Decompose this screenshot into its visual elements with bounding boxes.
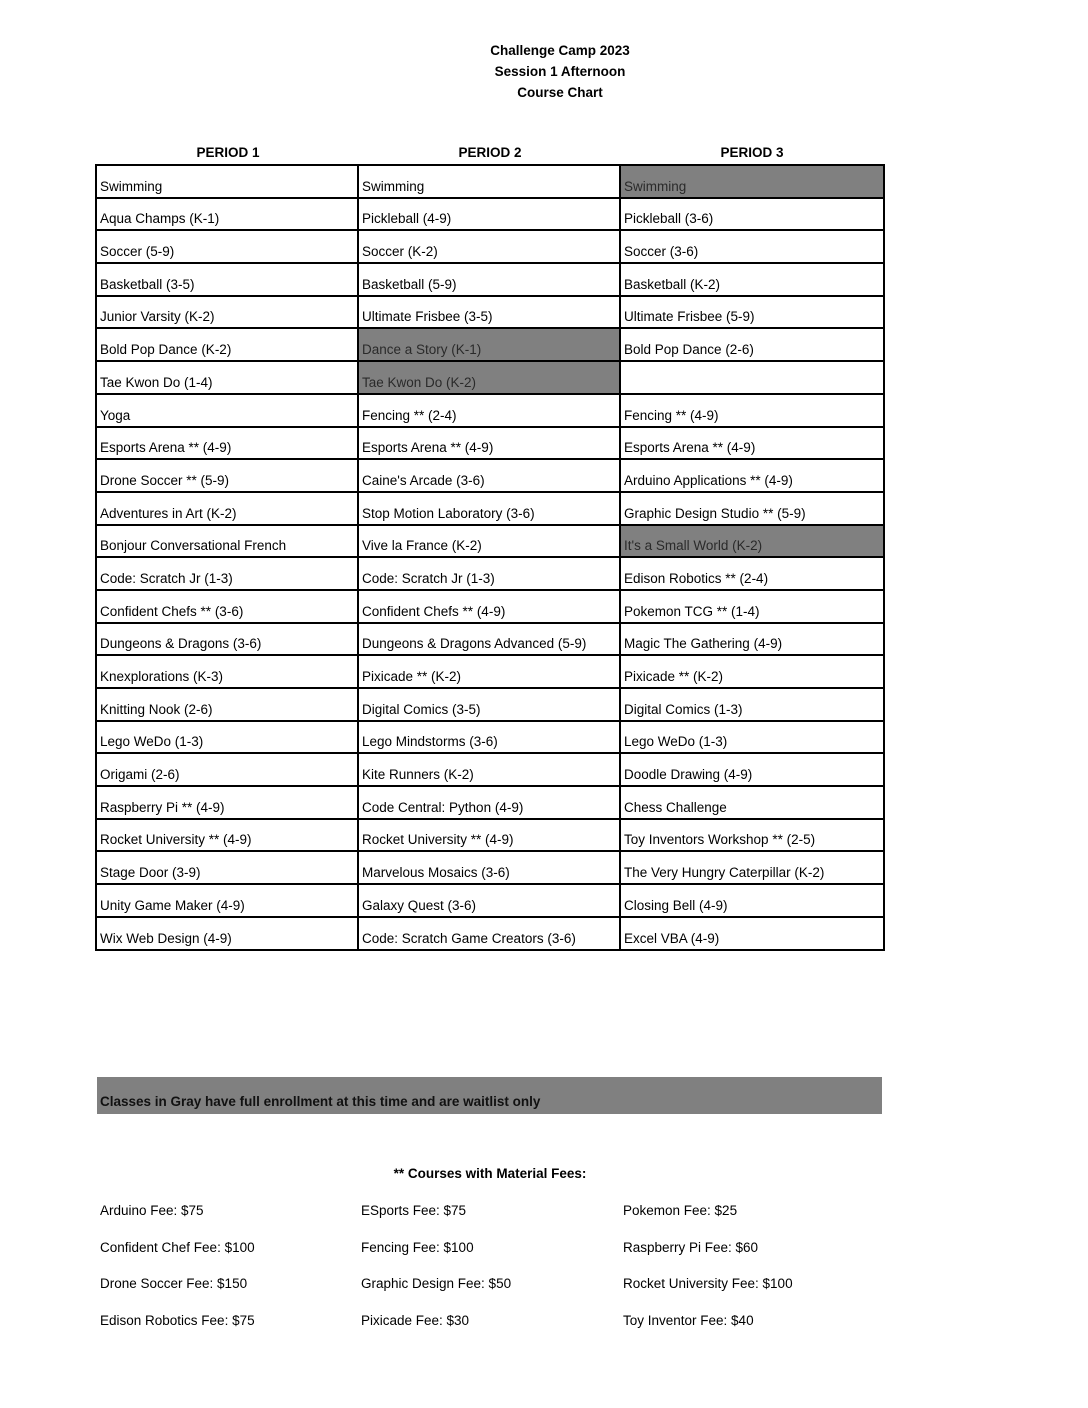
course-cell-period-3: Toy Inventors Workshop ** (2-5): [620, 819, 884, 852]
course-row: [96, 884, 884, 917]
course-row: [96, 263, 884, 296]
course-row: [96, 721, 884, 754]
course-cell-period-2: Rocket University ** (4-9): [358, 819, 620, 852]
course-cell-period-2: Galaxy Quest (3-6): [358, 884, 620, 917]
material-fee-item: Raspberry Pi Fee: $60: [623, 1239, 759, 1255]
waitlist-legend: Classes in Gray have full enrollment at this time and are waitlist only: [97, 1077, 882, 1114]
course-cell-period-1: Basketball (3-5): [96, 263, 358, 296]
material-fee-item: Rocket University Fee: $100: [623, 1276, 793, 1292]
course-row: [96, 296, 884, 329]
course-cell-period-1: Wix Web Design (4-9): [96, 917, 358, 950]
material-fee-item: Toy Inventor Fee: $40: [623, 1313, 754, 1329]
material-fee-item: Graphic Design Fee: $50: [361, 1276, 512, 1292]
course-row: [96, 655, 884, 688]
material-fee-item: Fencing Fee: $100: [361, 1239, 474, 1255]
course-cell-period-2: Pickleball (4-9): [358, 198, 620, 231]
course-chart-table: [95, 164, 885, 951]
course-row: [96, 851, 884, 884]
course-cell-period-3: Graphic Design Studio ** (5-9): [620, 492, 884, 525]
camp-title: Challenge Camp 2023: [490, 43, 630, 58]
course-cell-period-3: Digital Comics (1-3): [620, 688, 884, 721]
course-cell-period-1: Rocket University ** (4-9): [96, 819, 358, 852]
material-fee-item: Confident Chef Fee: $100: [100, 1239, 255, 1255]
course-cell-period-2: Fencing ** (2-4): [358, 394, 620, 427]
course-cell-period-1: Yoga: [96, 394, 358, 427]
course-cell-period-1: Knexplorations (K-3): [96, 655, 358, 688]
course-cell-period-2: Marvelous Mosaics (3-6): [358, 851, 620, 884]
course-row: [96, 198, 884, 231]
course-row: [96, 557, 884, 590]
course-cell-period-3: Pixicade ** (K-2): [620, 655, 884, 688]
material-fee-item: Pokemon Fee: $25: [623, 1203, 738, 1218]
course-cell-period-1: Tae Kwon Do (1-4): [96, 361, 358, 394]
course-cell-period-1: Origami (2-6): [96, 753, 358, 786]
course-cell-period-3: Closing Bell (4-9): [620, 884, 884, 917]
course-cell-period-3: Swimming: [620, 165, 884, 198]
course-cell-period-2: Stop Motion Laboratory (3-6): [358, 492, 620, 525]
material-fee-item: Drone Soccer Fee: $150: [100, 1276, 248, 1292]
course-cell-period-1: Junior Varsity (K-2): [96, 296, 358, 329]
course-cell-period-2: Tae Kwon Do (K-2): [358, 361, 620, 394]
course-cell-period-3: It's a Small World (K-2): [620, 525, 884, 558]
document-title-block: [0, 40, 1088, 103]
period-3-header: PERIOD 3: [720, 145, 784, 160]
course-cell-period-2: Basketball (5-9): [358, 263, 620, 296]
course-cell-period-2: Dance a Story (K-1): [358, 328, 620, 361]
course-cell-period-3: Fencing ** (4-9): [620, 394, 884, 427]
course-cell-period-1: Adventures in Art (K-2): [96, 492, 358, 525]
course-cell-period-2: Code: Scratch Game Creators (3-6): [358, 917, 620, 950]
course-cell-period-1: Esports Arena ** (4-9): [96, 427, 358, 460]
course-cell-period-3: Pokemon TCG ** (1-4): [620, 590, 884, 623]
course-cell-period-3: Ultimate Frisbee (5-9): [620, 296, 884, 329]
course-cell-period-2: Swimming: [358, 165, 620, 198]
material-fee-item: ESports Fee: $75: [361, 1203, 467, 1218]
course-cell-period-1: Code: Scratch Jr (1-3): [96, 557, 358, 590]
course-cell-period-1: Raspberry Pi ** (4-9): [96, 786, 358, 819]
course-cell-period-2: Vive la France (K-2): [358, 525, 620, 558]
course-cell-period-1: Dungeons & Dragons (3-6): [96, 623, 358, 656]
material-fees-title: ** Courses with Material Fees:: [393, 1166, 587, 1181]
course-cell-period-1: Drone Soccer ** (5-9): [96, 459, 358, 492]
course-cell-period-2: Soccer (K-2): [358, 230, 620, 263]
course-row: [96, 623, 884, 656]
course-row: [96, 819, 884, 852]
course-row: [96, 394, 884, 427]
course-cell-period-3: Arduino Applications ** (4-9): [620, 459, 884, 492]
course-cell-period-3: Chess Challenge: [620, 786, 884, 819]
course-cell-period-1: Aqua Champs (K-1): [96, 198, 358, 231]
period-1-header: PERIOD 1: [196, 145, 260, 160]
course-cell-period-2: Ultimate Frisbee (3-5): [358, 296, 620, 329]
course-cell-period-1: Lego WeDo (1-3): [96, 721, 358, 754]
course-row: [96, 688, 884, 721]
course-cell-period-2: Kite Runners (K-2): [358, 753, 620, 786]
course-cell-period-2: Digital Comics (3-5): [358, 688, 620, 721]
course-row: [96, 427, 884, 460]
course-cell-period-3: The Very Hungry Caterpillar (K-2): [620, 851, 884, 884]
course-cell-period-2: Code Central: Python (4-9): [358, 786, 620, 819]
course-cell-period-1: Bonjour Conversational French: [96, 525, 358, 558]
course-cell-period-1: Unity Game Maker (4-9): [96, 884, 358, 917]
course-row: [96, 917, 884, 950]
course-row: [96, 590, 884, 623]
course-cell-period-3: Edison Robotics ** (2-4): [620, 557, 884, 590]
session-title: Session 1 Afternoon: [494, 64, 626, 79]
material-fee-item: Pixicade Fee: $30: [361, 1313, 470, 1329]
chart-title: Course Chart: [517, 85, 603, 100]
course-row: [96, 165, 884, 198]
course-cell-period-3: Lego WeDo (1-3): [620, 721, 884, 754]
course-cell-period-3: Magic The Gathering (4-9): [620, 623, 884, 656]
course-cell-period-1: Bold Pop Dance (K-2): [96, 328, 358, 361]
course-row: [96, 492, 884, 525]
course-cell-period-3: Soccer (3-6): [620, 230, 884, 263]
course-cell-period-2: Dungeons & Dragons Advanced (5-9): [358, 623, 620, 656]
course-row: [96, 459, 884, 492]
course-row: [96, 786, 884, 819]
course-cell-period-1: Swimming: [96, 165, 358, 198]
period-2-header: PERIOD 2: [458, 145, 522, 160]
material-fee-item: Edison Robotics Fee: $75: [100, 1313, 255, 1329]
material-fee-item: Arduino Fee: $75: [100, 1203, 204, 1218]
course-cell-period-3: Esports Arena ** (4-9): [620, 427, 884, 460]
course-cell-period-3: [620, 361, 884, 394]
course-row: [96, 753, 884, 786]
course-cell-period-3: Basketball (K-2): [620, 263, 884, 296]
course-cell-period-1: Confident Chefs ** (3-6): [96, 590, 358, 623]
course-cell-period-1: Soccer (5-9): [96, 230, 358, 263]
course-cell-period-1: Stage Door (3-9): [96, 851, 358, 884]
course-cell-period-2: Confident Chefs ** (4-9): [358, 590, 620, 623]
course-row: [96, 328, 884, 361]
course-cell-period-2: Lego Mindstorms (3-6): [358, 721, 620, 754]
course-cell-period-2: Caine's Arcade (3-6): [358, 459, 620, 492]
period-headers: [97, 145, 883, 160]
course-cell-period-3: Bold Pop Dance (2-6): [620, 328, 884, 361]
course-row: [96, 230, 884, 263]
course-cell-period-2: Pixicade ** (K-2): [358, 655, 620, 688]
course-cell-period-1: Knitting Nook (2-6): [96, 688, 358, 721]
course-cell-period-3: Pickleball (3-6): [620, 198, 884, 231]
course-cell-period-3: Excel VBA (4-9): [620, 917, 884, 950]
course-cell-period-3: Doodle Drawing (4-9): [620, 753, 884, 786]
course-cell-period-2: Esports Arena ** (4-9): [358, 427, 620, 460]
course-cell-period-2: Code: Scratch Jr (1-3): [358, 557, 620, 590]
course-chart-body: [96, 165, 884, 950]
course-row: [96, 525, 884, 558]
course-row: [96, 361, 884, 394]
